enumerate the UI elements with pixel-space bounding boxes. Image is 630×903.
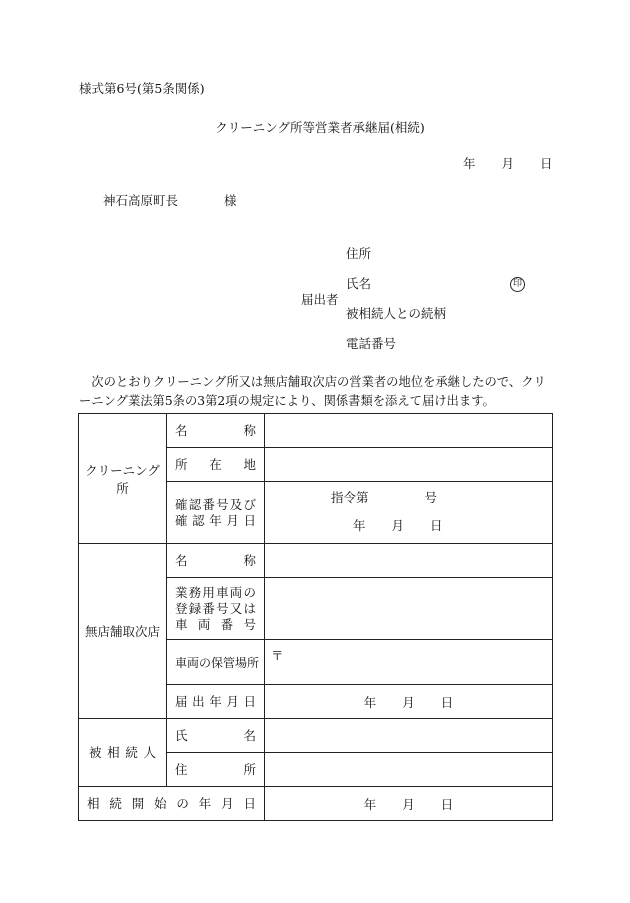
order-suffix: 号	[424, 490, 438, 505]
decedent-group-label: 被相続人	[79, 719, 167, 787]
notify-date-label: 届出年月日	[167, 685, 265, 719]
cleaning-location-label: 所在地	[167, 448, 265, 482]
notify-month: 月	[402, 694, 415, 710]
applicant-label: 届出者	[301, 292, 339, 307]
confirm-label-line1: 確認番号及び	[175, 496, 256, 512]
seal-mark: 印	[510, 277, 525, 292]
decedent-name-field[interactable]	[265, 719, 553, 753]
cleaning-group-label: クリーニング所	[79, 414, 167, 544]
submission-date	[463, 158, 553, 171]
inheritance-start-label: 相続開始の年月日	[79, 787, 265, 821]
cleaning-name-label: 名称	[167, 414, 265, 448]
vehicle-label	[167, 578, 265, 640]
table-row	[79, 414, 553, 448]
confirm-month: 月	[391, 518, 405, 533]
date-month: 月	[501, 156, 515, 171]
table-row	[79, 544, 553, 578]
form-number: 様式第6号(第5条関係)	[79, 81, 205, 96]
notify-day: 日	[440, 694, 454, 710]
inherit-day: 日	[440, 796, 454, 812]
date-day: 日	[540, 156, 553, 171]
shopless-name-label: 名称	[167, 544, 265, 578]
vehicle-field[interactable]	[265, 578, 553, 640]
decedent-address-field[interactable]	[265, 753, 553, 787]
storage-label: 車両の保管場所	[167, 640, 265, 685]
confirm-year: 年	[353, 518, 366, 533]
decedent-address-label: 住所	[167, 753, 265, 787]
table-row	[79, 787, 553, 821]
applicant-relation-label: 被相続人との続柄	[346, 306, 447, 321]
notify-year: 年	[363, 694, 377, 710]
confirm-label-line2: 確認年月日	[175, 512, 256, 528]
document-title: クリーニング所等営業者承継届(相続)	[215, 120, 425, 135]
statement-paragraph: 次のとおりクリーニング所又は無店舗取次店の営業者の地位を承継したので、クリーニング業法第5条の3第2項の規定により、関係書類を添えて届け出ます。	[79, 375, 546, 408]
confirm-date	[353, 520, 443, 533]
vehicle-label-line2: 登録番号又は	[175, 600, 256, 616]
notify-date-field[interactable]	[265, 685, 553, 719]
order-number	[331, 492, 437, 505]
confirm-field[interactable]	[265, 482, 553, 544]
addressee	[103, 195, 237, 208]
inherit-month: 月	[402, 796, 415, 812]
shopless-name-field[interactable]	[265, 544, 553, 578]
inheritance-start-field[interactable]	[265, 787, 553, 821]
notification-table	[78, 413, 553, 821]
cleaning-location-field[interactable]	[265, 448, 553, 482]
confirm-label	[167, 482, 265, 544]
vehicle-label-line1: 業務用車両の	[175, 584, 256, 600]
cleaning-name-field[interactable]	[265, 414, 553, 448]
postal-mark: 〒	[271, 648, 284, 663]
order-prefix: 指令第	[331, 490, 369, 505]
applicant-name-label: 氏名	[346, 276, 372, 291]
decedent-name-label: 氏名	[167, 719, 265, 753]
date-year: 年	[463, 156, 476, 171]
vehicle-label-line3: 車両番号	[175, 616, 256, 632]
confirm-day: 日	[430, 518, 443, 533]
addressee-name: 神石高原町長	[103, 193, 179, 208]
shopless-group-label: 無店舗取次店	[79, 544, 167, 719]
addressee-honorific: 様	[224, 193, 237, 208]
applicant-address-label: 住所	[346, 246, 372, 261]
inherit-year: 年	[363, 796, 377, 812]
storage-field[interactable]	[265, 640, 553, 685]
applicant-phone-label: 電話番号	[346, 336, 397, 351]
table-row	[79, 719, 553, 753]
